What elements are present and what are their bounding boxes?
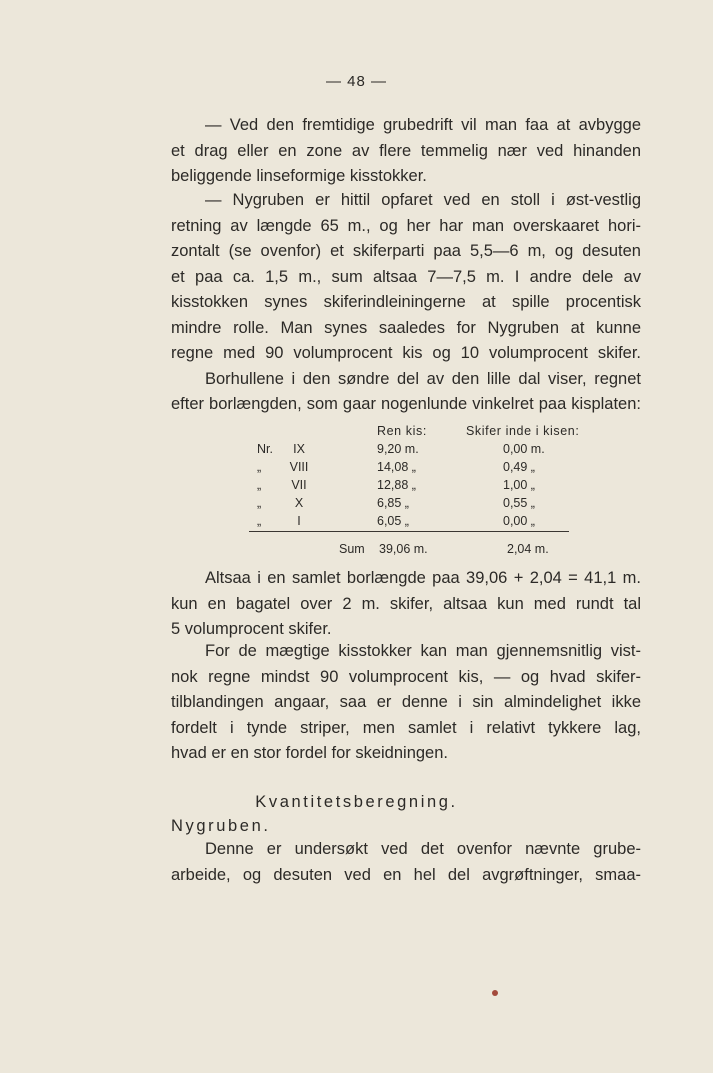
- text-line: — Ved den fremtidige grubedrift vil man faa at avbygge: [205, 116, 641, 134]
- cell-kis: 12,88 „: [377, 478, 416, 492]
- cell-kis: 9,20 m.: [377, 442, 419, 456]
- cell-skifer: 0,55 „: [503, 496, 535, 510]
- paragraph-2: [171, 188, 641, 418]
- section-subheading: Nygruben.: [171, 817, 271, 835]
- cell-borehole: X: [294, 496, 304, 510]
- text-line: retning av længde 65 m., og her har man overskaaret hori-: [171, 216, 641, 235]
- cell-kis: 14,08 „: [377, 460, 416, 474]
- text-line: For de mægtige kisstokker kan man gjennemsnitlig vist-: [205, 642, 641, 660]
- cell-borehole: VIII: [289, 460, 309, 474]
- text-line: Altsaa i en samlet borlængde paa 39,06 + 2,04 = 41,1 m.: [205, 569, 641, 587]
- paragraph-1: [171, 113, 641, 190]
- cell-nr: „: [257, 496, 262, 510]
- text-line: hvad er en stor fordel for skeidningen.: [171, 744, 448, 762]
- cell-kis: 6,85 „: [377, 496, 409, 510]
- text-line: Denne er undersøkt ved det ovenfor nævnte grube-: [205, 840, 641, 858]
- cell-nr: „: [257, 478, 262, 492]
- table-row: [249, 440, 569, 458]
- cell-skifer: 0,49 „: [503, 460, 535, 474]
- text-line: kun en bagatel over 2 m. skifer, altsaa kun med rundt tal: [171, 594, 641, 613]
- column-header-kis: Ren kis:: [377, 424, 427, 438]
- paragraph-5: [171, 837, 641, 888]
- cell-borehole: IX: [293, 442, 305, 456]
- text-line: efter borlængden, som gaar nogenlunde vinkelret paa kisplaten:: [171, 395, 641, 413]
- table-row: [249, 476, 569, 494]
- page-number: — 48 —: [325, 73, 388, 90]
- table-sum-row: [249, 540, 569, 558]
- paragraph-4: [171, 639, 641, 767]
- text-line: zontalt (se ovenfor) et skiferparti paa 5,5—6 m, og desuten: [171, 242, 641, 260]
- section-heading: Kvantitetsberegning.: [255, 793, 458, 811]
- text-line: arbeide, og desuten ved en hel del avgrøftninger, smaa-: [171, 865, 641, 884]
- table-sum-rule: [249, 531, 569, 532]
- cell-nr: Nr.: [257, 442, 273, 456]
- cell-skifer: 1,00 „: [503, 478, 535, 492]
- sum-skifer: 2,04 m.: [507, 542, 549, 556]
- text-line: regne med 90 volumprocent kis og 10 volumprocent skifer.: [171, 344, 641, 362]
- column-header-skifer: Skifer inde i kisen:: [466, 424, 580, 438]
- text-line: beliggende linseformige kisstokker.: [171, 167, 427, 185]
- text-line: nok regne mindst 90 volumprocent kis, — og hvad skifer-: [171, 667, 641, 686]
- cell-nr: „: [257, 460, 262, 474]
- cell-borehole: I: [297, 514, 301, 528]
- text-line: fordelt i tynde striper, men samlet i relativt tykkere lag,: [171, 718, 641, 737]
- text-line: et paa ca. 1,5 m., sum altsaa 7—7,5 m. I andre dele av: [171, 267, 641, 286]
- text-line: — Nygruben er hittil opfaret ved en stoll i øst-vestlig: [205, 191, 641, 209]
- paragraph-3: [171, 566, 641, 643]
- text-line: 5 volumprocent skifer.: [171, 620, 332, 638]
- ink-spot: [492, 990, 498, 996]
- sum-label: Sum: [339, 542, 365, 556]
- text-line: Borhullene i den søndre del av den lille dal viser, regnet: [205, 369, 641, 388]
- text-line: kisstokken synes skiferindleiningerne at spille procentisk: [171, 293, 641, 311]
- cell-skifer: 0,00 m.: [503, 442, 545, 456]
- text-line: tilblandingen angaar, saa er denne i sin almindelighet ikke: [171, 693, 641, 711]
- cell-kis: 6,05 „: [377, 514, 409, 528]
- text-line: mindre rolle. Man synes saaledes for Nygruben at kunne: [171, 318, 641, 337]
- cell-nr: „: [257, 514, 262, 528]
- cell-borehole: VII: [291, 478, 307, 492]
- table-row: [249, 458, 569, 476]
- table-row: [249, 494, 569, 512]
- cell-skifer: 0,00 „: [503, 514, 535, 528]
- sum-kis: 39,06 m.: [379, 542, 428, 556]
- table-row: [249, 512, 569, 530]
- text-line: et drag eller en zone av flere temmelig nær ved hinanden: [171, 141, 641, 160]
